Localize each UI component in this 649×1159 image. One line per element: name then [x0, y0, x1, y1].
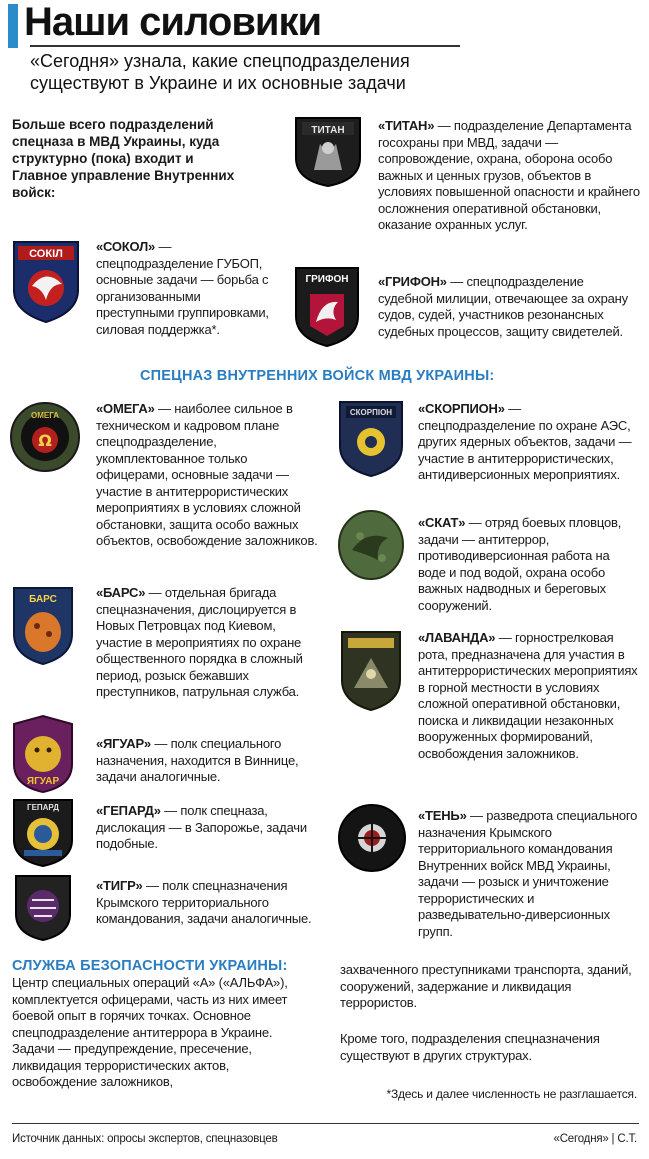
unit-tigr-desc: — полк спецназначения Крымского территориального командования, задачи аналогичные. [96, 878, 312, 926]
gepard-patch-label: ГЕПАРД [27, 803, 59, 812]
unit-grifon-desc: — спецподразделение судебной милиции, отвечающее за охрану судов, судей, участников резонансных судебных процессов, защиту свидетелей. [378, 274, 628, 339]
bars-patch-icon [10, 584, 76, 666]
omega-patch-label: ОМЕГА [30, 411, 60, 420]
unit-grifon-name: «ГРИФОН» [378, 274, 447, 289]
section-heading-sbu: СЛУЖБА БЕЗОПАСНОСТИ УКРАИНЫ: [12, 958, 288, 974]
unit-lavanda [418, 630, 642, 762]
skorpion-patch-label: СКОРПІОН [349, 408, 393, 417]
section-heading-vv: СПЕЦНАЗ ВНУТРЕННИХ ВОЙСК МВД УКРАИНЫ: [140, 368, 495, 384]
intro-text: Больше всего подразделений спецназа в МВД Украины, куда структурно (пока) входит и Главное управление Внутренних войск: [12, 117, 235, 200]
yaguar-patch-label: ЯГУАР [26, 776, 60, 787]
unit-gepard [96, 803, 318, 853]
sbu-text-left: Центр специальных операций «А» («АЛЬФА»), комплектуется офицерами, часть из них имеет боевой опыт в горячих точках. Основное спецподразделение антитеррора в Украине. Задачи — предупреждение, пресечение, ликвидация террористических актов, освобождение заложников, [12, 975, 288, 1089]
sokol-patch-label: СОКІЛ [29, 248, 63, 260]
unit-skat-desc: — отряд боевых пловцов, задачи — антитеррор, противодиверсионная работа на воде и под водой, охрана особо важных надводных и береговых сооружений. [418, 515, 622, 613]
unit-yaguar-name: «ЯГУАР» [96, 736, 151, 751]
grifon-patch-label: ГРИФОН [305, 274, 349, 285]
unit-skat [418, 515, 640, 614]
unit-titan [378, 118, 640, 234]
unit-bars [96, 585, 318, 701]
subtitle-line-1: «Сегодня» узнала, какие спецподразделения [30, 51, 410, 71]
page-title: Наши силовики [24, 0, 322, 44]
unit-yaguar [96, 736, 318, 786]
unit-ten-name: «ТЕНЬ» [418, 808, 467, 823]
omega-patch-icon [8, 400, 82, 474]
gepard-patch-icon [10, 796, 76, 868]
unit-skorpion-desc: — спецподразделение по охране АЭС, других ядерных объектов, задачи — участие в антитеррористических, антидиверсионных мероприятиях. [418, 401, 632, 482]
yaguar-patch-icon [10, 714, 76, 794]
unit-grifon [378, 274, 640, 340]
bars-patch-label: БАРС [29, 594, 57, 605]
page-subtitle [30, 50, 410, 94]
titan-patch-icon [292, 114, 364, 188]
unit-sokol [96, 239, 276, 338]
grifon-patch-icon [292, 264, 362, 348]
unit-bars-desc: — отдельная бригада спецназначения, дислоцируется в Новых Петровцах под Киевом, участие в мероприятиях по охране общественного порядка в сложный период, розыск бежавших преступников, патрульная служба. [96, 585, 303, 699]
unit-bars-name: «БАРС» [96, 585, 146, 600]
skat-patch-icon [336, 508, 406, 582]
unit-sokol-desc: — спецподразделение ГУБОП, основные задачи — борьба с организованными преступными группировками, силовая поддержка*. [96, 239, 269, 337]
unit-ten-desc: — разведрота специального назначения Крымского территориального командования Внутренних войск МВД Украины, задачи — розыск и уничтожение террористических и разведывательно-диверсионных групп. [418, 808, 638, 939]
unit-sokol-name: «СОКОЛ» [96, 239, 156, 254]
sbu-extra-note: Кроме того, подразделения спецназначения существуют в других структурах. [340, 1031, 600, 1063]
unit-titan-name: «ТИТАН» [378, 118, 435, 133]
unit-gepard-desc: — полк спецназа, дислокация — в Запорожье, задачи подобные. [96, 803, 307, 851]
unit-tigr [96, 878, 318, 928]
skorpion-patch-icon [336, 398, 406, 478]
subtitle-line-2: существуют в Украине и их основные задачи [30, 73, 406, 93]
header-accent-bar [8, 4, 18, 48]
unit-gepard-name: «ГЕПАРД» [96, 803, 161, 818]
footer-rule [12, 1123, 639, 1124]
sbu-text-right: захваченного преступниками транспорта, зданий, сооружений, задержание и ликвидация террористов. [340, 962, 632, 1010]
unit-skorpion-name: «СКОРПИОН» [418, 401, 505, 416]
unit-lavanda-name: «ЛАВАНДА» [418, 630, 496, 645]
footer-source: Источник данных: опросы экспертов, спецназовцев [12, 1133, 278, 1145]
sokol-patch-icon [10, 238, 82, 324]
subtitle-rule [30, 45, 460, 47]
unit-skorpion [418, 401, 640, 484]
unit-ten [418, 808, 642, 940]
unit-skat-name: «СКАТ» [418, 515, 466, 530]
svg-text:Ω: Ω [38, 431, 52, 450]
unit-titan-desc: — подразделение Департамента госохраны при МВД, задачи — сопровождение, охрана, оборона особо важных и ценных грузов, объектов в условиях повышенной опасности и крайнего осложнения оперативной обстановки, оказание охранных услуг. [378, 118, 640, 232]
unit-omega [96, 401, 318, 550]
footer-credit: «Сегодня» | С.Т. [553, 1133, 637, 1145]
tigr-patch-icon [12, 872, 74, 942]
footnote: *Здесь и далее численность не разглашается. [386, 1087, 637, 1101]
unit-tigr-name: «ТИГР» [96, 878, 143, 893]
unit-yaguar-desc: — полк специального назначения, находится в Виннице, задачи аналогичные. [96, 736, 299, 784]
unit-omega-name: «ОМЕГА» [96, 401, 155, 416]
unit-lavanda-desc: — горнострелковая рота, предназначена для участия в антитеррористических мероприятиях в горной местности в условиях сложной оперативной обстановки, поиска и ликвидации незаконных вооруженных формирований, освобождения заложников. [418, 630, 638, 761]
titan-patch-label: ТИТАН [311, 125, 345, 136]
ten-patch-icon [336, 802, 408, 874]
unit-omega-desc: — наиболее сильное в техническом и кадровом плане спецподразделение, укомплектованное только офицерами, основные задачи — участие в антитеррористических мероприятиях в условиях сложной обстановки, защита особо важных объектов, освобождение заложников. [96, 401, 318, 548]
lavanda-patch-icon [338, 628, 404, 712]
